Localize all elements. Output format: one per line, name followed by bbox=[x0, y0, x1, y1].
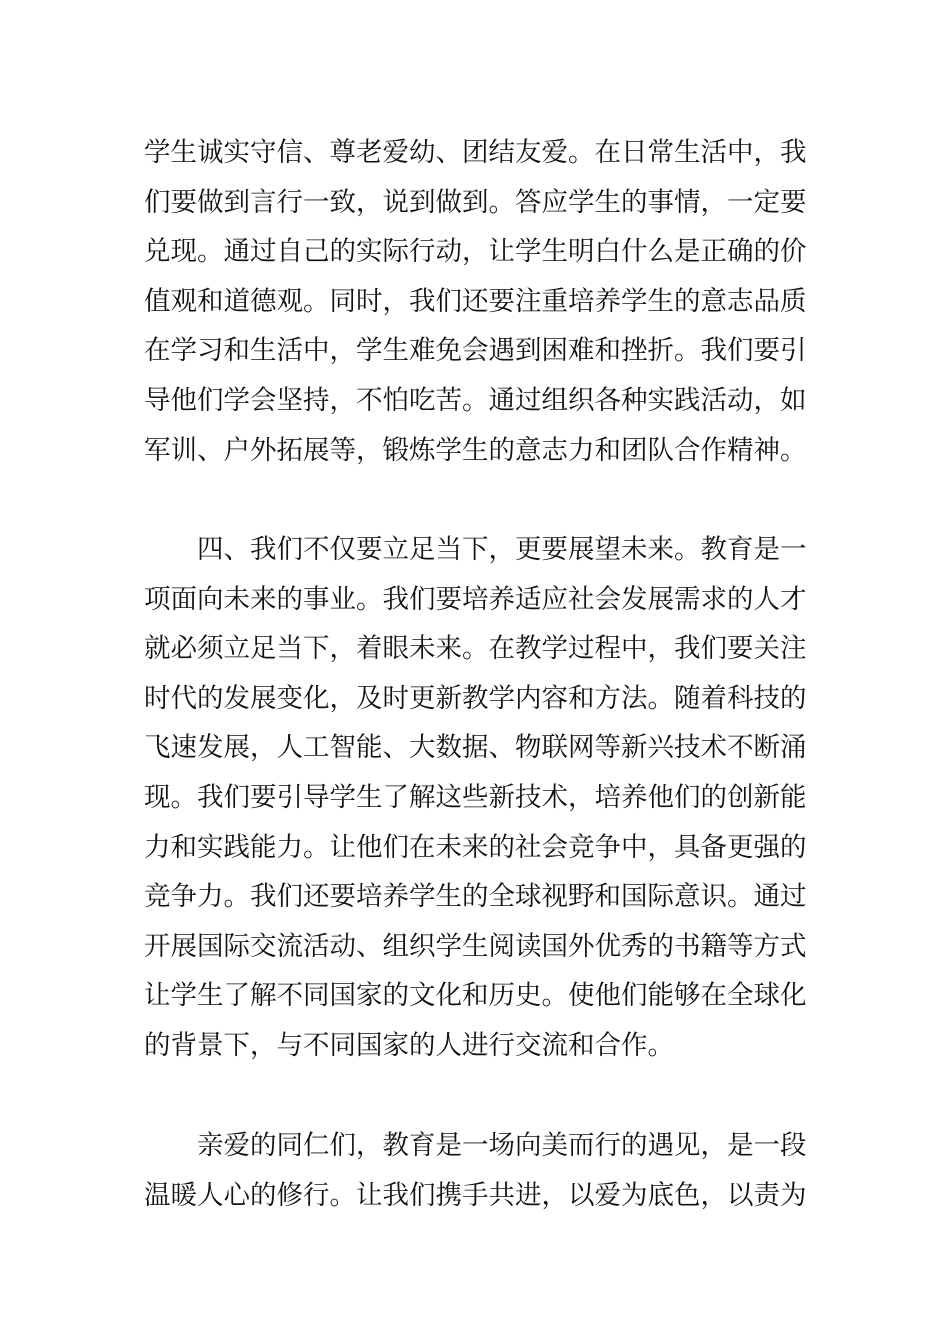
text-line: 的背景下，与不同国家的人进行交流和合作。 bbox=[144, 1029, 674, 1061]
paragraph-1 bbox=[144, 128, 814, 475]
text-line: 导他们学会坚持，不怕吃苦。通过组织各种实践活动，如 bbox=[144, 384, 807, 416]
paragraph-3 bbox=[144, 1121, 814, 1220]
text-line: 项面向未来的事业。我们要培养适应社会发展需求的人才 bbox=[144, 583, 807, 615]
text-line: 学生诚实守信、尊老爱幼、团结友爱。在日常生活中，我 bbox=[144, 137, 807, 168]
text-line: 兑现。通过自己的实际行动，让学生明白什么是正确的价 bbox=[144, 236, 807, 268]
text-line: 值观和道德观。同时，我们还要注重培养学生的意志品质 bbox=[144, 285, 807, 317]
text-line: 力和实践能力。让他们在未来的社会竞争中，具备更强的 bbox=[144, 831, 807, 863]
paragraph-2 bbox=[144, 525, 814, 1071]
text-line: 飞速发展，人工智能、大数据、物联网等新兴技术不断涌 bbox=[144, 732, 807, 764]
text-line: 开展国际交流活动、组织学生阅读国外优秀的书籍等方式 bbox=[144, 930, 807, 962]
text-line: 在学习和生活中，学生难免会遇到困难和挫折。我们要引 bbox=[144, 335, 807, 367]
text-line: 时代的发展变化，及时更新教学内容和方法。随着科技的 bbox=[144, 682, 807, 714]
text-line: 现。我们要引导学生了解这些新技术，培养他们的创新能 bbox=[144, 781, 807, 813]
text-line: 亲爱的同仁们，教育是一场向美而行的遇见，是一段 bbox=[144, 1130, 807, 1161]
text-line: 们要做到言行一致，说到做到。答应学生的事情，一定要 bbox=[144, 186, 807, 218]
text-line: 让学生了解不同国家的文化和历史。使他们能够在全球化 bbox=[144, 980, 807, 1012]
text-line: 温暖人心的修行。让我们携手共进，以爱为底色，以责为 bbox=[144, 1179, 807, 1211]
text-line: 就必须立足当下，着眼未来。在教学过程中，我们要关注 bbox=[144, 633, 807, 665]
text-line: 四、我们不仅要立足当下，更要展望未来。教育是一 bbox=[144, 534, 807, 565]
text-line: 竞争力。我们还要培养学生的全球视野和国际意识。通过 bbox=[144, 881, 807, 913]
text-line: 军训、户外拓展等，锻炼学生的意志力和团队合作精神。 bbox=[144, 434, 807, 466]
